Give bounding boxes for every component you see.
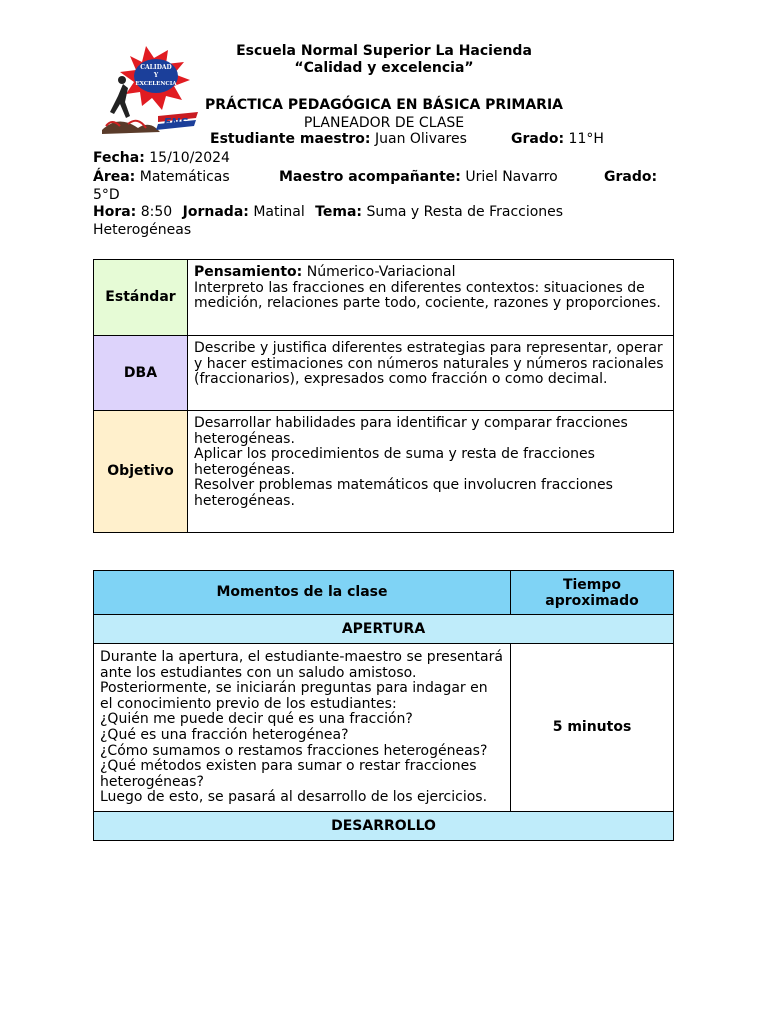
logo-brand: ENS [163, 116, 189, 129]
area-value: Matemáticas [139, 169, 230, 185]
topic-label: Tema: [315, 204, 362, 220]
topic-value: Suma y Resta de Fracciones [366, 204, 564, 220]
logo-text-bottom: EXCELENCIA [135, 81, 177, 87]
objetivo-line: Aplicar los procedimientos de suma y resta de fracciones heterogéneas. [194, 446, 595, 478]
topic-value-2: Heterogéneas [93, 222, 192, 238]
moments-header-row [94, 571, 674, 615]
hour-label: Hora: [93, 204, 137, 220]
student-label: Estudiante maestro: [210, 131, 371, 147]
apertura-line: ¿Quién me puede decir qué es una fracción? [100, 711, 413, 728]
student-line [210, 131, 467, 148]
moments-table [93, 570, 674, 841]
school-motto: “Calidad y excelencia” [294, 60, 474, 76]
shift-label: Jornada: [182, 204, 249, 220]
apertura-content [94, 644, 511, 812]
date-label: Fecha: [93, 150, 145, 166]
objetivo-line: Desarrollar habilidades para identificar y comparar fracciones heterogéneas. [194, 415, 628, 447]
dba-text: Describe y justifica diferentes estrategias para representar, operar y hacer estimaciones con números naturales y números racionales (fraccionarios), expresados como fracción o como decimal. [188, 336, 674, 411]
hour-value: 8:50 [140, 204, 173, 220]
grade-line [511, 131, 604, 148]
shift-value: Matinal [253, 204, 305, 220]
objetivo-cell [188, 411, 674, 533]
grade-label: Grado: [511, 131, 565, 147]
school-name: Escuela Normal Superior La Hacienda [236, 43, 532, 59]
standards-table [93, 259, 674, 533]
area-label: Área: [93, 169, 136, 185]
area-line [93, 169, 230, 186]
time-col-header [511, 571, 674, 615]
estandar-text: Interpreto las fracciones en diferentes contextos: situaciones de medición, relaciones parte todo, cociente, razones y proporciones. [194, 279, 661, 311]
estandar-row [94, 260, 674, 336]
planner-title: PLANEADOR DE CLASE [303, 115, 465, 131]
student-value: Juan Olivares [374, 131, 467, 147]
moments-col-header: Momentos de la clase [94, 571, 511, 615]
objetivo-label: Objetivo [94, 411, 188, 533]
desarrollo-header: DESARROLLO [94, 812, 674, 841]
dba-label: DBA [94, 336, 188, 411]
apertura-row [94, 615, 674, 644]
apertura-line: ¿Qué es una fracción heterogénea? [100, 726, 349, 743]
practice-title: PRÁCTICA PEDAGÓGICA EN BÁSICA PRIMARIA [204, 97, 564, 113]
apertura-header: APERTURA [94, 615, 674, 644]
logo-text-top: CALIDAD [140, 64, 172, 71]
logo-text-mid: Y [153, 72, 159, 79]
grade2-value: 5°D [93, 187, 120, 203]
apertura-line: Durante la apertura, el estudiante-maestro se presentará ante los estudiantes con un saludo amistoso. [100, 649, 503, 681]
objetivo-line: Resolver problemas matemáticos que involucren fracciones heterogéneas. [194, 477, 613, 509]
estandar-bold: Pensamiento: [194, 264, 303, 280]
objetivo-row [94, 411, 674, 533]
hour-line [93, 204, 563, 221]
time-col-text: Tiempo aproximado [545, 576, 639, 609]
apertura-line: ¿Cómo sumamos o restamos fracciones heterogéneas? [100, 742, 488, 759]
estandar-title [194, 265, 667, 281]
apertura-time: 5 minutos [511, 644, 674, 812]
date-value: 15/10/2024 [149, 150, 230, 166]
apertura-line: Posteriormente, se iniciarán preguntas para indagar en el conocimiento previo de los estudiantes: [100, 680, 488, 712]
dba-row [94, 336, 674, 411]
grade-value: 11°H [568, 131, 604, 147]
teacher-label: Maestro acompañante: [279, 169, 461, 185]
teacher-value: Uriel Navarro [465, 169, 558, 185]
desarrollo-row [94, 812, 674, 841]
apertura-line: Luego de esto, se pasará al desarrollo de los ejercicios. [100, 789, 488, 806]
date-line [93, 150, 230, 167]
estandar-cell [188, 260, 674, 336]
grade2-label: Grado: [604, 169, 658, 185]
teacher-line [279, 169, 558, 186]
estandar-rest: Númerico-Variacional [306, 264, 456, 280]
apertura-content-row [94, 644, 674, 812]
estandar-label: Estándar [94, 260, 188, 336]
apertura-line: ¿Qué métodos existen para sumar o restar fracciones heterogéneas? [100, 758, 477, 790]
